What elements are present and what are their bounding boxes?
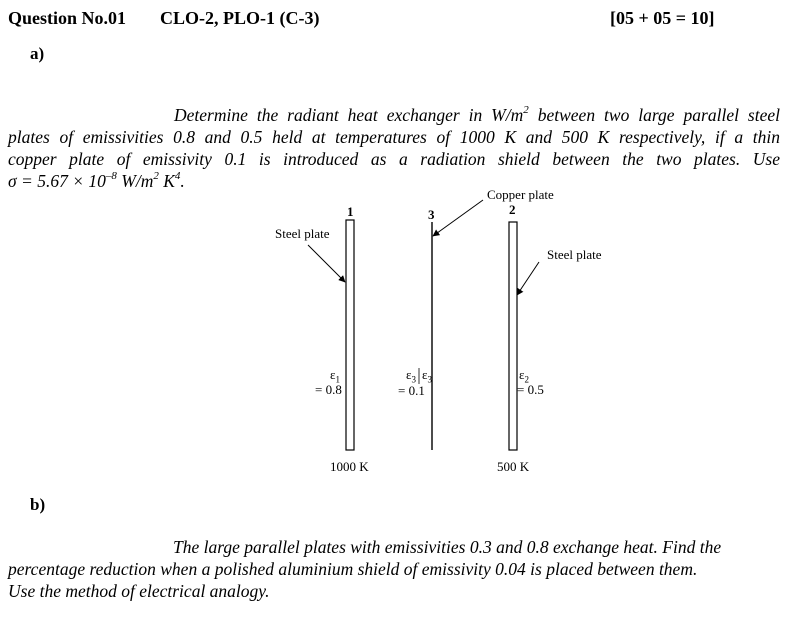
steel-plate-right-label: Steel plate xyxy=(547,247,602,262)
plate-number-3: 3 xyxy=(428,207,435,222)
plate-number-1: 1 xyxy=(347,204,354,219)
part-b-line-2: percentage reduction when a polished aluminium shield of emissivity 0.04 is placed between them. xyxy=(8,559,698,579)
part-a-line-4: $\sigma = 5.67 \times 10^{-8}$ $W/m^2$ $K^4$. xyxy=(8,170,185,191)
emissivity-1-symbol: $\varepsilon_1$ xyxy=(330,367,340,385)
part-a-label: a) xyxy=(30,44,45,63)
steel-plate-left-arrow xyxy=(308,245,345,282)
emissivity-2-value: = 0.5 xyxy=(517,382,544,397)
steel-plate-2 xyxy=(509,222,517,450)
marks-label: [05 + 05 = 10] xyxy=(610,8,715,28)
part-a-line-3: copper plate of emissivity 0.1 is introduced as a radiation shield between the two plates. Use xyxy=(8,149,780,169)
part-a-line-1: Determine the radiant heat exchanger in $W/m^2$ between two large parallel steel xyxy=(174,104,780,125)
steel-plate-right-arrow xyxy=(517,262,539,295)
question-number: Question No.01 xyxy=(8,8,127,28)
steel-plate-left-label: Steel plate xyxy=(275,226,330,241)
temperature-left-label: 1000 K xyxy=(330,459,369,474)
emissivity-2-symbol: $\varepsilon_2$ xyxy=(519,367,529,385)
emissivity-3-right-symbol: $\varepsilon_3$ xyxy=(422,367,432,385)
plate-number-2: 2 xyxy=(509,202,516,217)
part-b-question xyxy=(8,536,768,602)
part-a-line-2: plates of emissivities 0.8 and 0.5 held at temperatures of 1000 K and 500 K respectively, if a thin xyxy=(8,127,780,147)
emissivity-3-value: = 0.1 xyxy=(398,383,425,398)
temperature-right-label: 500 K xyxy=(497,459,530,474)
copper-plate-label: Copper plate xyxy=(487,187,554,202)
part-b-line-3: Use the method of electrical analogy. xyxy=(8,581,270,601)
copper-plate-arrow xyxy=(433,200,483,236)
steel-plate-1 xyxy=(346,220,354,450)
clo-plo-label: CLO-2, PLO-1 (C-3) xyxy=(160,8,320,28)
part-b-line-1: The large parallel plates with emissivities 0.3 and 0.8 exchange heat. Find the xyxy=(173,537,722,557)
emissivity-1-value: = 0.8 xyxy=(315,382,342,397)
emissivity-3-left-symbol: $\varepsilon_3$ xyxy=(406,367,416,385)
part-b-label: b) xyxy=(30,495,46,514)
